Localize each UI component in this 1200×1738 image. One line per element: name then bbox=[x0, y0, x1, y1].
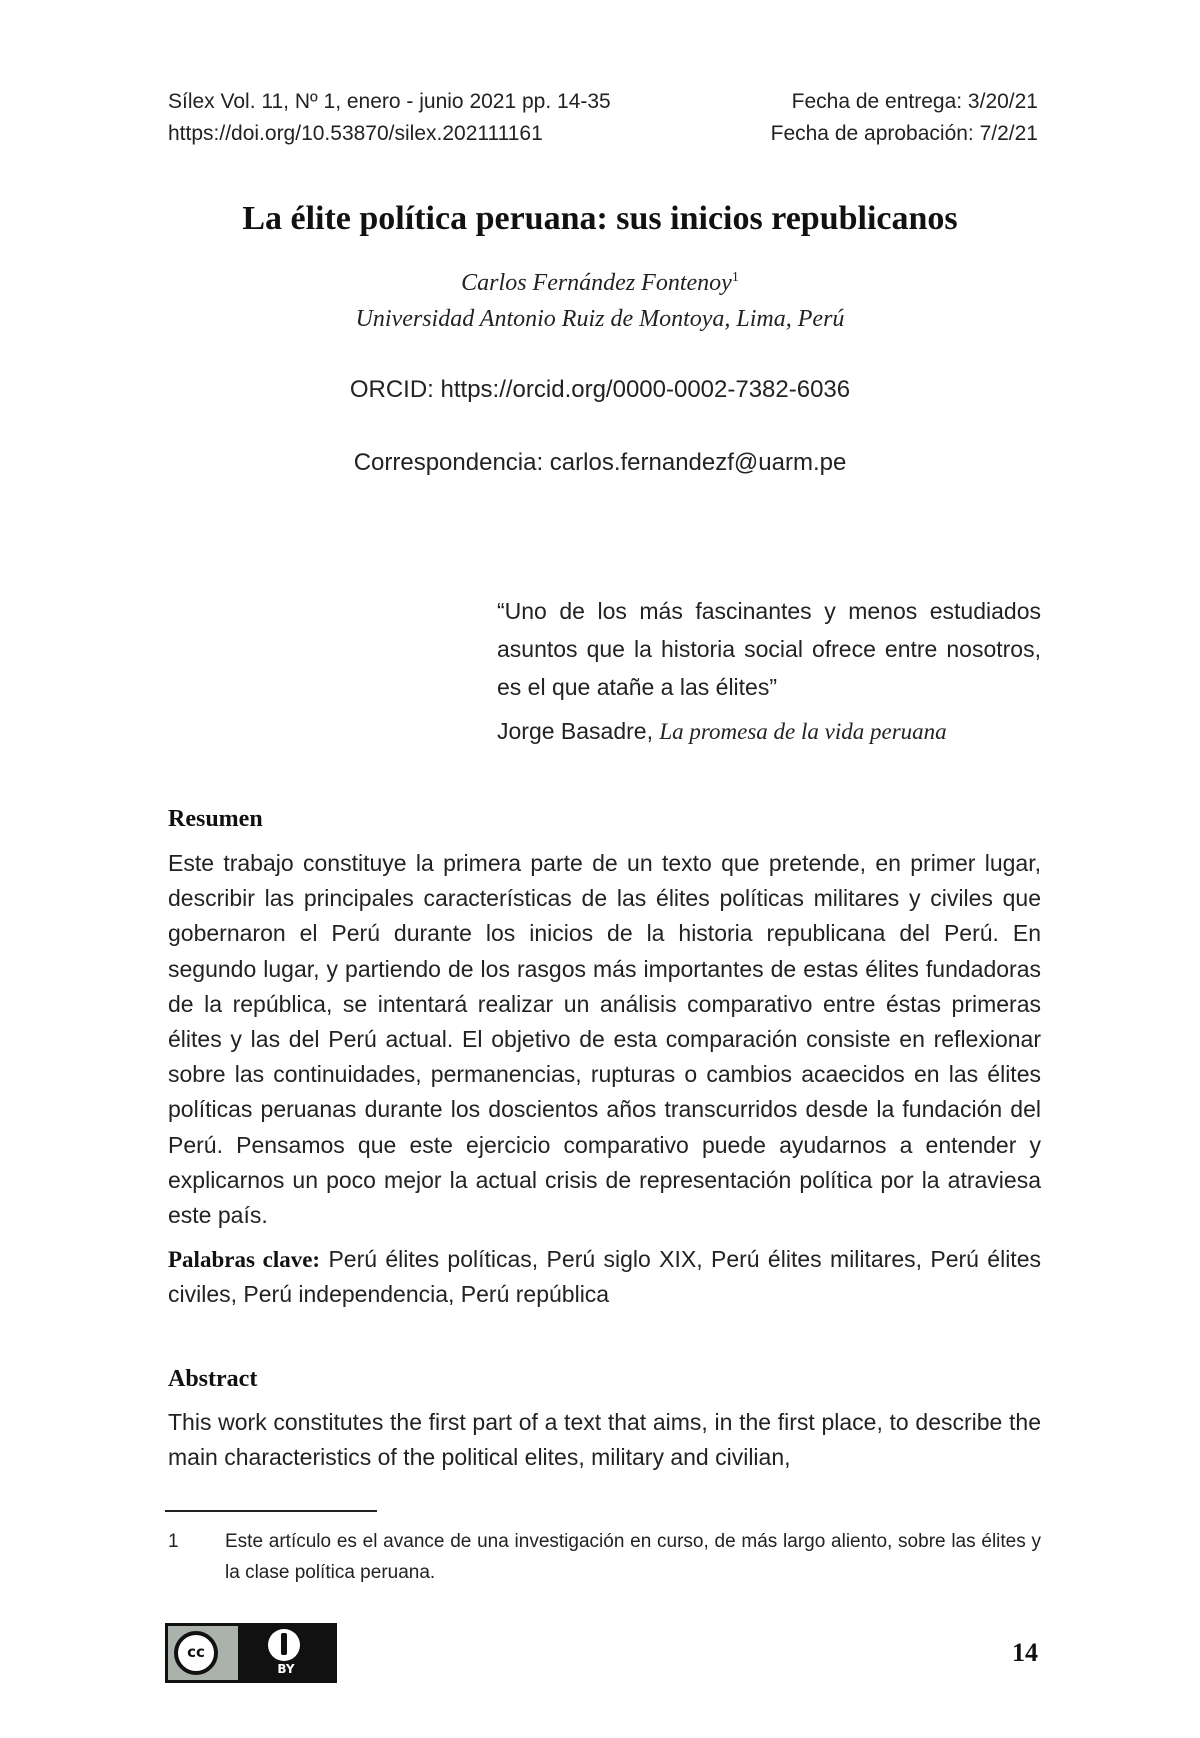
epigraph-author: Jorge Basadre, bbox=[497, 718, 660, 744]
keywords-list: Perú élites políticas, Perú siglo XIX, Perú élites militares, Perú élites civiles, Perú independencia, Perú república bbox=[168, 1246, 1041, 1307]
journal-citation: Sílex Vol. 11, Nº 1, enero - junio 2021 pp. 14-35 bbox=[168, 90, 611, 113]
attribution-person-icon bbox=[268, 1629, 300, 1661]
footnote-text: Este artículo es el avance de una investigación en curso, de más largo aliento, sobre las élites y la clase política peruana. bbox=[225, 1531, 1041, 1583]
abstract-text: This work constitutes the first part of a text that aims, in the first place, to describe the main characteristics of the political elites, military and civilian, bbox=[168, 1409, 1041, 1471]
footnote bbox=[168, 1526, 1041, 1588]
author-name: Carlos Fernández Fontenoy bbox=[461, 270, 732, 296]
page-number: 14 bbox=[1012, 1638, 1038, 1667]
footnote-rule bbox=[165, 1510, 377, 1512]
article-title: La élite política peruana: sus inicios republicanos bbox=[242, 200, 958, 237]
epigraph-work: La promesa de la vida peruana bbox=[659, 719, 947, 744]
approved-date: Fecha de aprobación: 7/2/21 bbox=[770, 122, 1038, 145]
orcid-link[interactable]: ORCID: https://orcid.org/0000-0002-7382-6036 bbox=[349, 376, 851, 403]
received-date: Fecha de entrega: 3/20/21 bbox=[791, 90, 1038, 113]
doi-link[interactable]: https://doi.org/10.53870/silex.202111161 bbox=[168, 122, 543, 145]
journal-header bbox=[168, 86, 611, 150]
epigraph-source bbox=[497, 718, 947, 745]
resumen-heading: Resumen bbox=[168, 806, 263, 832]
attribution-block bbox=[238, 1626, 334, 1680]
creative-commons-icon bbox=[174, 1631, 218, 1675]
author-affiliation: Universidad Antonio Ruiz de Montoya, Lima, Perú bbox=[355, 306, 845, 332]
by-label: BY bbox=[277, 1662, 295, 1676]
abstract-heading: Abstract bbox=[168, 1366, 258, 1392]
keywords-label: Palabras clave: bbox=[168, 1247, 321, 1272]
keywords bbox=[168, 1242, 1041, 1312]
footnote-marker[interactable]: 1 bbox=[731, 270, 739, 285]
correspondence-email[interactable]: Correspondencia: carlos.fernandezf@uarm.pe bbox=[353, 449, 847, 476]
epigraph-quote: “Uno de los más fascinantes y menos estudiados asuntos que la historia social ofrece entre nosotros, es el que atañe a las élites” bbox=[497, 598, 1041, 700]
footnote-number: 1 bbox=[168, 1531, 179, 1552]
resumen-text: Este trabajo constituye la primera parte de un texto que pretende, en primer lugar, describir las principales características de las élites políticas militares y civiles que gobernaron el Perú durante los inicios de la historia republicana del Perú. En segundo lugar, y partiendo de los rasgos más importantes de estas élites fundadoras de la república, se intentará realizar un análisis comparativo entre éstas primeras élites y las del Perú actual. El objetivo de esta comparación consiste en reflexionar sobre las continuidades, permanencias, rupturas o cambios acaecidos en las élites políticas peruanas durante los doscientos años transcurridos desde la fundación del Perú. Pensamos que este ejercicio comparativo puede ayudarnos a entender y explicarnos un poco mejor la actual crisis de representación política por la atraviesa este país. bbox=[168, 850, 1041, 1229]
author-line bbox=[0, 270, 1200, 297]
dates-header bbox=[771, 86, 1038, 150]
cc-label: cc bbox=[187, 1643, 205, 1661]
cc-by-license-badge[interactable] bbox=[165, 1623, 337, 1683]
